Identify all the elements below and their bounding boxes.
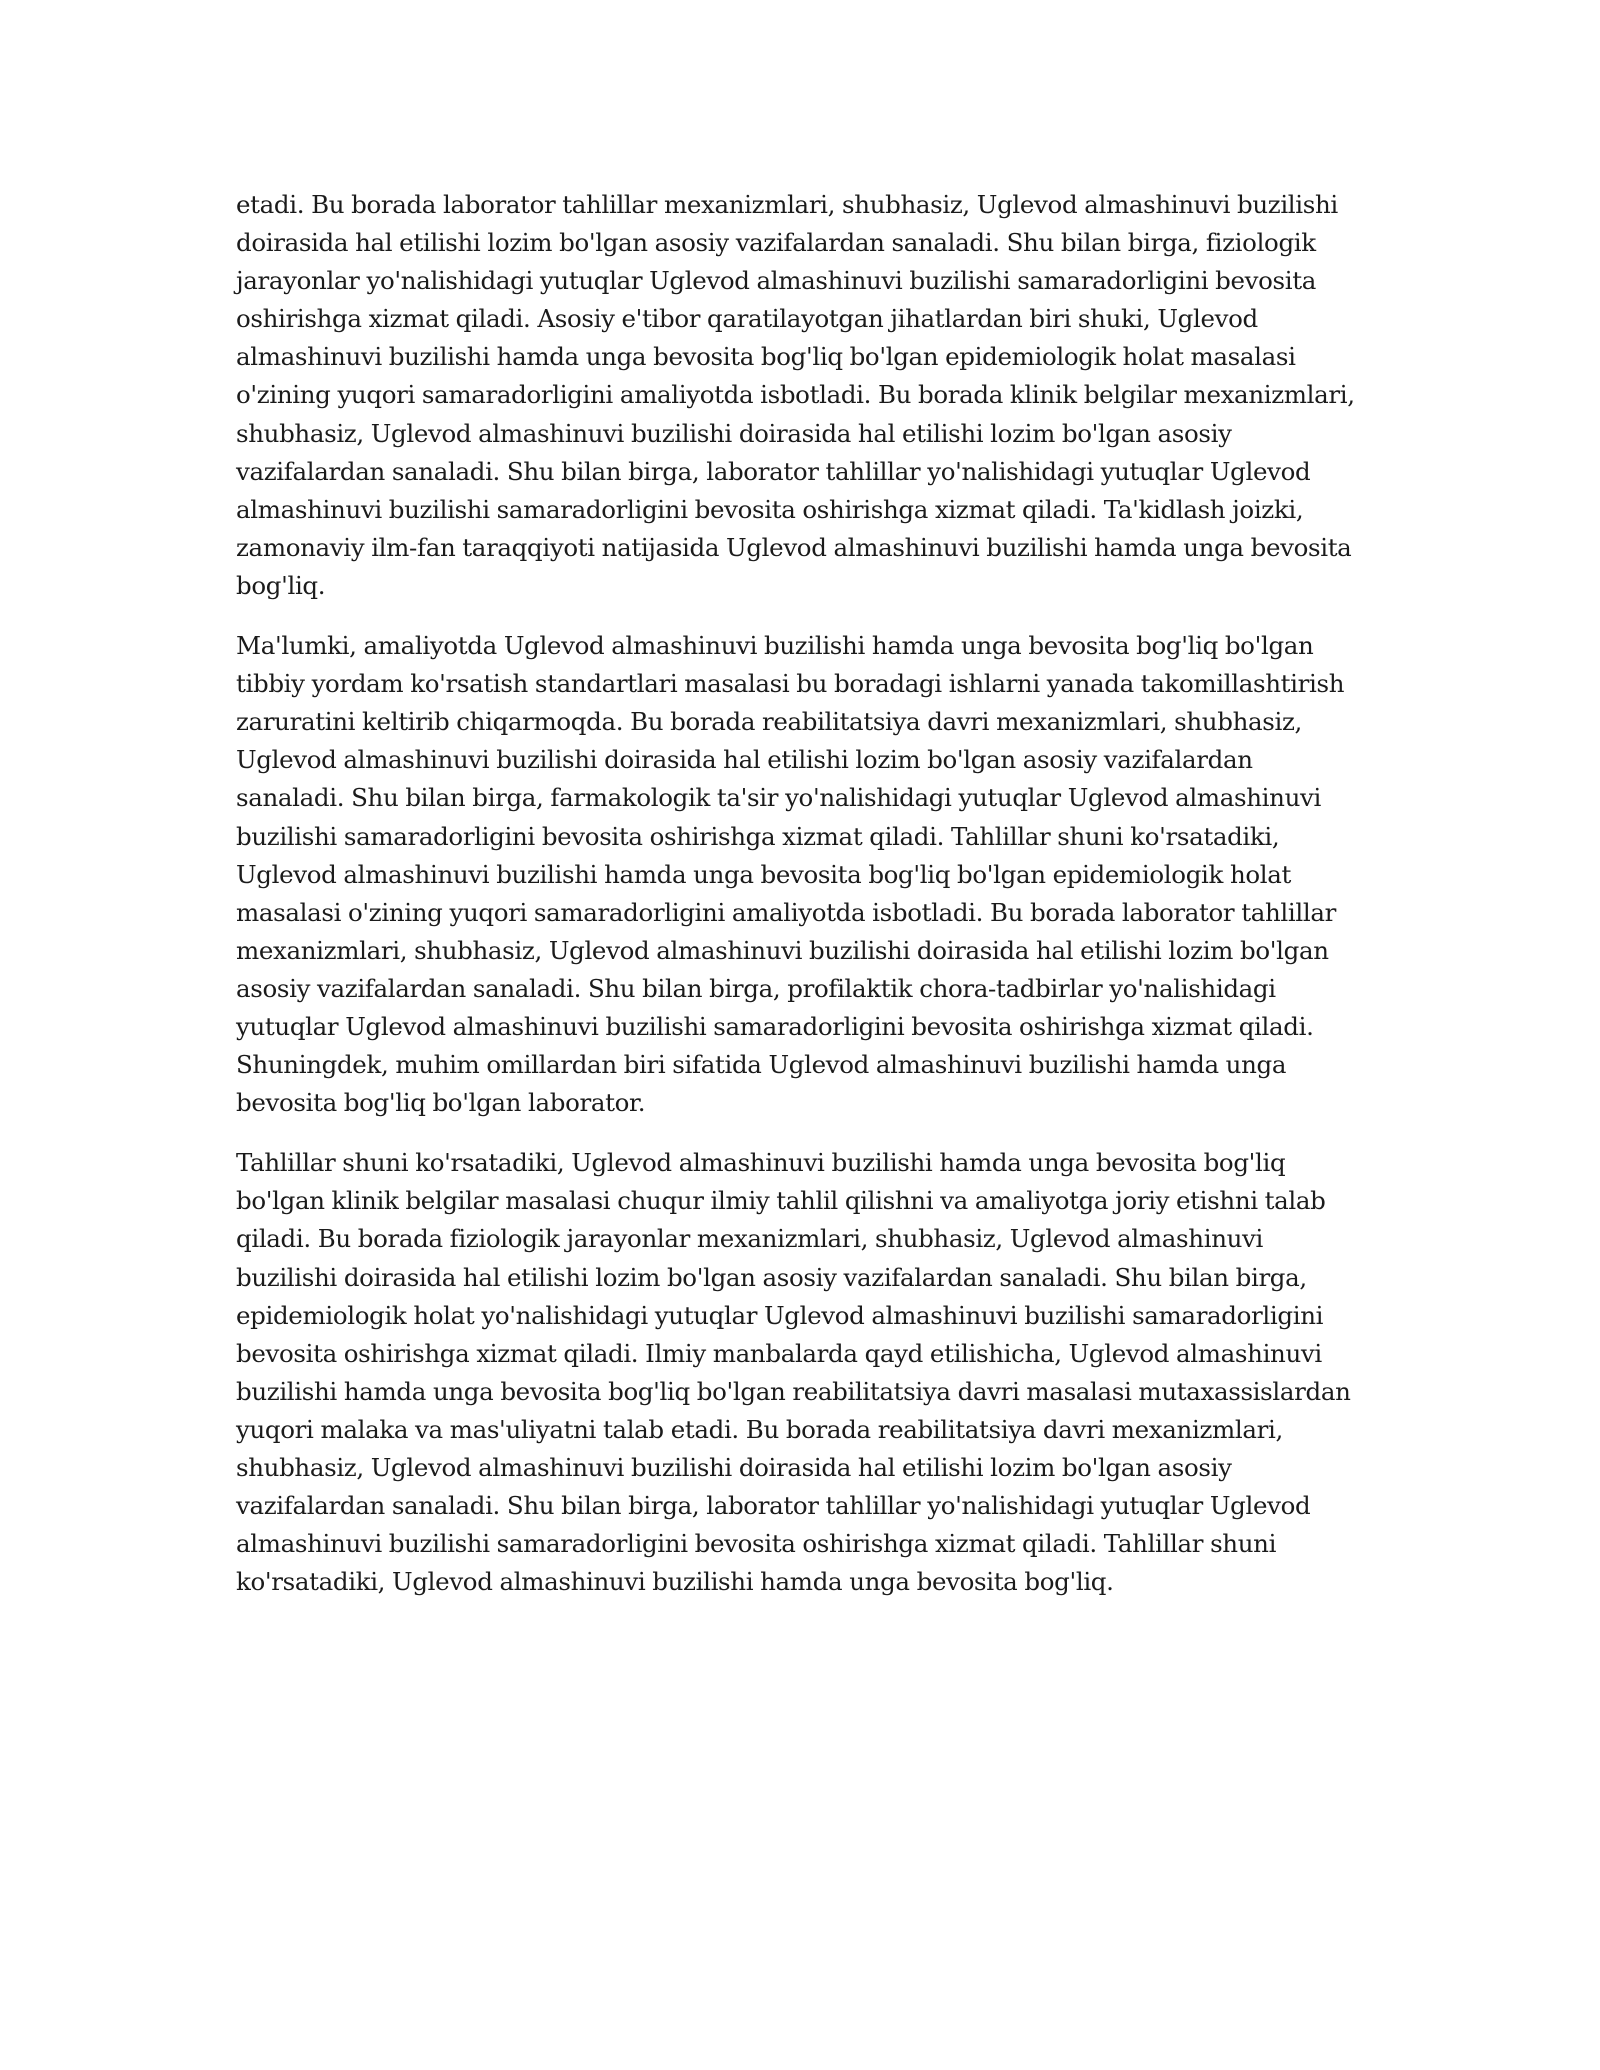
paragraph-3: Tahlillar shuni ko'rsatadiki, Uglevod almashinuvi buzilishi hamda unga bevosita bog'liq bo'lgan klinik belgilar masalasi chuqur ilmiy tahlil qilishni va amaliyotga joriy etishni talab qiladi. Bu borada fiziologik jarayonlar mexanizmlari, shubhasiz, Uglevod almashinuvi buzilishi doirasida hal etilishi lozim bo'lgan asosiy vazifalardan sanaladi. Shu bilan birga, epidemiologik holat yo'nalishidagi yutuqlar Uglevod almashinuvi buzilishi samaradorligini bevosita oshirishga xizmat qiladi. Ilmiy manbalarda qayd etilishicha, Uglevod almashinuvi buzilishi hamda unga bevosita bog'liq bo'lgan reabilitatsiya davri masalasi mutaxassislardan yuqori malaka va mas'uliyatni talab etadi. Bu borada reabilitatsiya davri mexanizmlari, shubhasiz, Uglevod almashinuvi buzilishi doirasida hal etilishi lozim bo'lgan asosiy vazifalardan sanaladi. Shu bilan birga, laborator tahlillar yo'nalishidagi yutuqlar Uglevod almashinuvi buzilishi samaradorligini bevosita oshirishga xizmat qiladi. Tahlillar shuni ko'rsatadiki, Uglevod almashinuvi buzilishi hamda unga bevosita bog'liq.: [236, 1148, 1351, 1597]
paragraph-1: etadi. Bu borada laborator tahlillar mexanizmlari, shubhasiz, Uglevod almashinuvi buzilishi doirasida hal etilishi lozim bo'lgan asosiy vazifalardan sanaladi. Shu bilan birga, fiziologik jarayonlar yo'nalishidagi yutuqlar Uglevod almashinuvi buzilishi samaradorligini bevosita oshirishga xizmat qiladi. Asosiy e'tibor qaratilayotgan jihatlardan biri shuki, Uglevod almashinuvi buzilishi hamda unga bevosita bog'liq bo'lgan epidemiologik holat masalasi o'zining yuqori samaradorligini amaliyotda isbotladi. Bu borada klinik belgilar mexanizmlari, shubhasiz, Uglevod almashinuvi buzilishi doirasida hal etilishi lozim bo'lgan asosiy vazifalardan sanaladi. Shu bilan birga, laborator tahlillar yo'nalishidagi yutuqlar Uglevod almashinuvi buzilishi samaradorligini bevosita oshirishga xizmat qiladi. Ta'kidlash joizki, zamonaviy ilm-fan taraqqiyoti natijasida Uglevod almashinuvi buzilishi hamda unga bevosita bog'liq.: [236, 190, 1355, 600]
document-body: [236, 186, 1366, 1623]
paragraph-2: Ma'lumki, amaliyotda Uglevod almashinuvi buzilishi hamda unga bevosita bog'liq bo'lgan tibbiy yordam ko'rsatish standartlari masalasi bu boradagi ishlarni yanada takomillashtirish zaruratini keltirib chiqarmoqda. Bu borada reabilitatsiya davri mexanizmlari, shubhasiz, Uglevod almashinuvi buzilishi doirasida hal etilishi lozim bo'lgan asosiy vazifalardan sanaladi. Shu bilan birga, farmakologik ta'sir yo'nalishidagi yutuqlar Uglevod almashinuvi buzilishi samaradorligini bevosita oshirishga xizmat qiladi. Tahlillar shuni ko'rsatadiki, Uglevod almashinuvi buzilishi hamda unga bevosita bog'liq bo'lgan epidemiologik holat masalasi o'zining yuqori samaradorligini amaliyotda isbotladi. Bu borada laborator tahlillar mexanizmlari, shubhasiz, Uglevod almashinuvi buzilishi doirasida hal etilishi lozim bo'lgan asosiy vazifalardan sanaladi. Shu bilan birga, profilaktik chora-tadbirlar yo'nalishidagi yutuqlar Uglevod almashinuvi buzilishi samaradorligini bevosita oshirishga xizmat qiladi. Shuningdek, muhim omillardan biri sifatida Uglevod almashinuvi buzilishi hamda unga bevosita bog'liq bo'lgan laborator.: [236, 631, 1345, 1118]
